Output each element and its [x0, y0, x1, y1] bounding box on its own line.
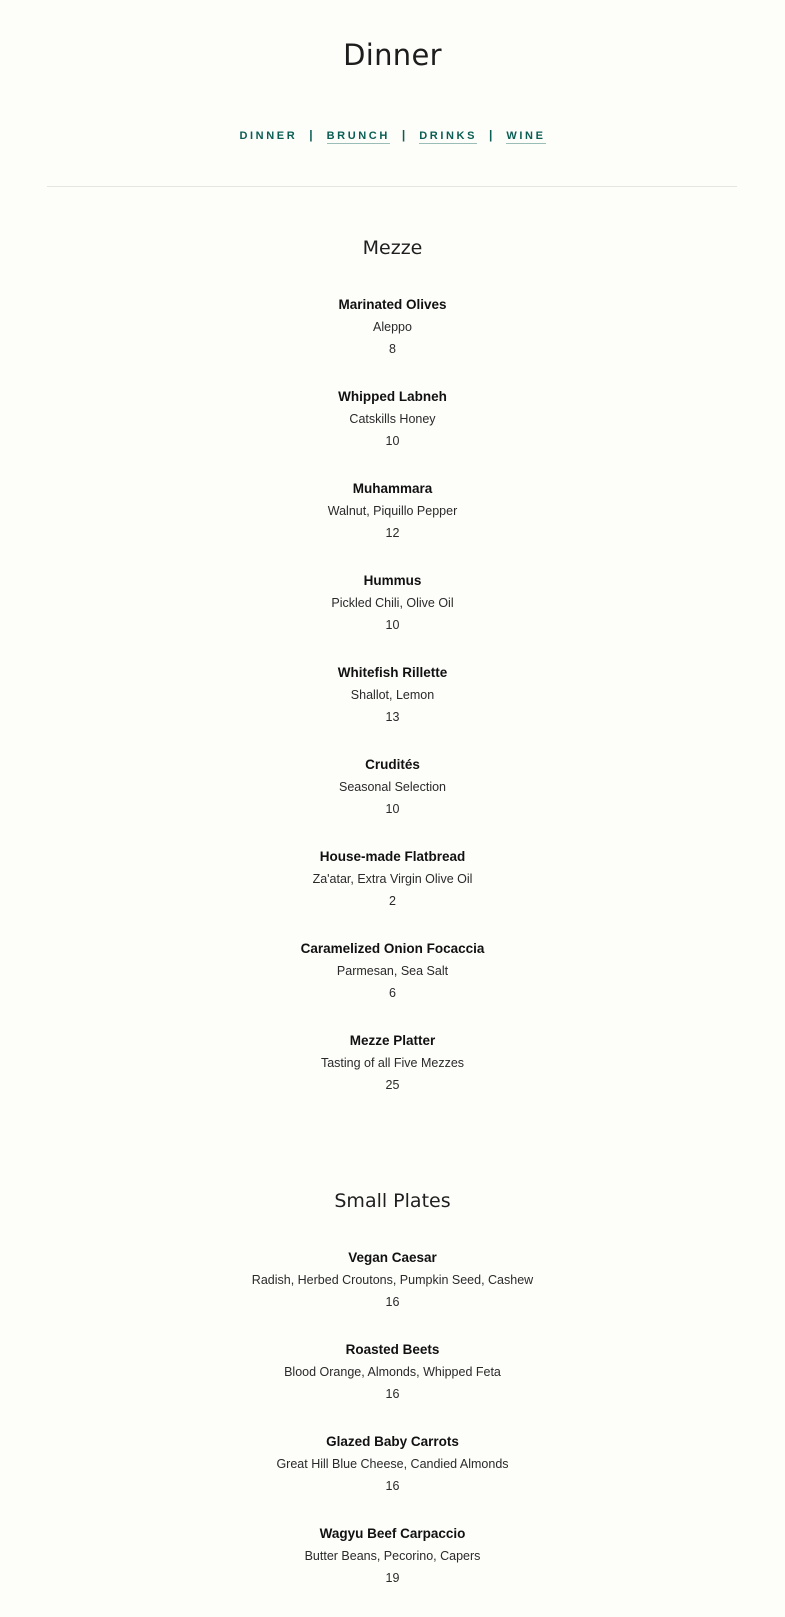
page-title: Dinner — [343, 38, 442, 72]
menu-item — [0, 388, 785, 480]
item-name: Whipped Labneh — [338, 389, 447, 404]
section-title-mezze: Mezze — [362, 237, 423, 259]
item-name: Mezze Platter — [349, 1033, 436, 1048]
item-price: 16 — [385, 1295, 400, 1309]
item-name: Roasted Beets — [345, 1342, 440, 1357]
menu-item — [0, 1341, 785, 1433]
item-description: Pickled Chili, Olive Oil — [331, 596, 454, 610]
item-name: Marinated Olives — [338, 297, 447, 312]
menu-item — [0, 480, 785, 572]
item-description: Parmesan, Sea Salt — [336, 964, 449, 978]
menu-item — [0, 1525, 785, 1617]
menu-item — [0, 1032, 785, 1124]
nav-separator: | — [489, 128, 493, 142]
item-price: 2 — [389, 894, 396, 908]
item-description: Great Hill Blue Cheese, Candied Almonds — [276, 1457, 509, 1471]
nav-link-brunch[interactable]: BRUNCH — [326, 130, 390, 142]
nav-link-wine[interactable]: WINE — [506, 130, 546, 142]
item-description: Aleppo — [373, 320, 412, 334]
item-name: Crudités — [365, 757, 420, 772]
item-price: 19 — [385, 1571, 400, 1585]
menu-nav — [0, 128, 785, 144]
item-description: Radish, Herbed Croutons, Pumpkin Seed, Cashew — [251, 1273, 534, 1287]
item-description: Seasonal Selection — [338, 780, 447, 794]
menu-item — [0, 1249, 785, 1341]
section-title-small-plates: Small Plates — [334, 1190, 451, 1212]
item-name: Caramelized Onion Focaccia — [300, 941, 485, 956]
item-description: Catskills Honey — [349, 412, 436, 426]
item-description: Shallot, Lemon — [350, 688, 435, 702]
item-price: 6 — [389, 986, 396, 1000]
menu-item — [0, 572, 785, 664]
item-name: House-made Flatbread — [319, 849, 466, 864]
item-name: Vegan Caesar — [348, 1250, 437, 1265]
item-name: Wagyu Beef Carpaccio — [319, 1526, 466, 1541]
item-description: Walnut, Piquillo Pepper — [327, 504, 458, 518]
item-price: 10 — [385, 802, 400, 816]
menu-item — [0, 664, 785, 756]
item-description: Za'atar, Extra Virgin Olive Oil — [312, 872, 473, 886]
item-name: Muhammara — [352, 481, 433, 496]
item-price: 10 — [385, 434, 400, 448]
item-description: Blood Orange, Almonds, Whipped Feta — [284, 1365, 501, 1379]
item-price: 25 — [385, 1078, 400, 1092]
item-price: 16 — [385, 1387, 400, 1401]
nav-link-dinner[interactable]: DINNER — [239, 130, 298, 142]
header-divider — [47, 186, 737, 187]
menu-item — [0, 848, 785, 940]
nav-separator: | — [309, 128, 313, 142]
menu-item — [0, 296, 785, 388]
item-description: Butter Beans, Pecorino, Capers — [304, 1549, 481, 1563]
menu-item — [0, 940, 785, 1032]
nav-separator: | — [401, 128, 406, 142]
item-name: Glazed Baby Carrots — [326, 1434, 459, 1449]
item-price: 16 — [385, 1479, 400, 1493]
item-name: Hummus — [363, 573, 422, 588]
item-description: Tasting of all Five Mezzes — [320, 1056, 465, 1070]
menu-list-mezze — [0, 296, 785, 1124]
menu-item — [0, 1433, 785, 1525]
menu-item — [0, 756, 785, 848]
item-price: 8 — [389, 342, 396, 356]
item-name: Whitefish Rillette — [337, 665, 448, 680]
item-price: 10 — [385, 618, 400, 632]
item-price: 13 — [385, 710, 400, 724]
menu-list-small-plates — [0, 1249, 785, 1617]
item-price: 12 — [385, 526, 400, 540]
nav-link-drinks[interactable]: DRINKS — [419, 130, 478, 142]
